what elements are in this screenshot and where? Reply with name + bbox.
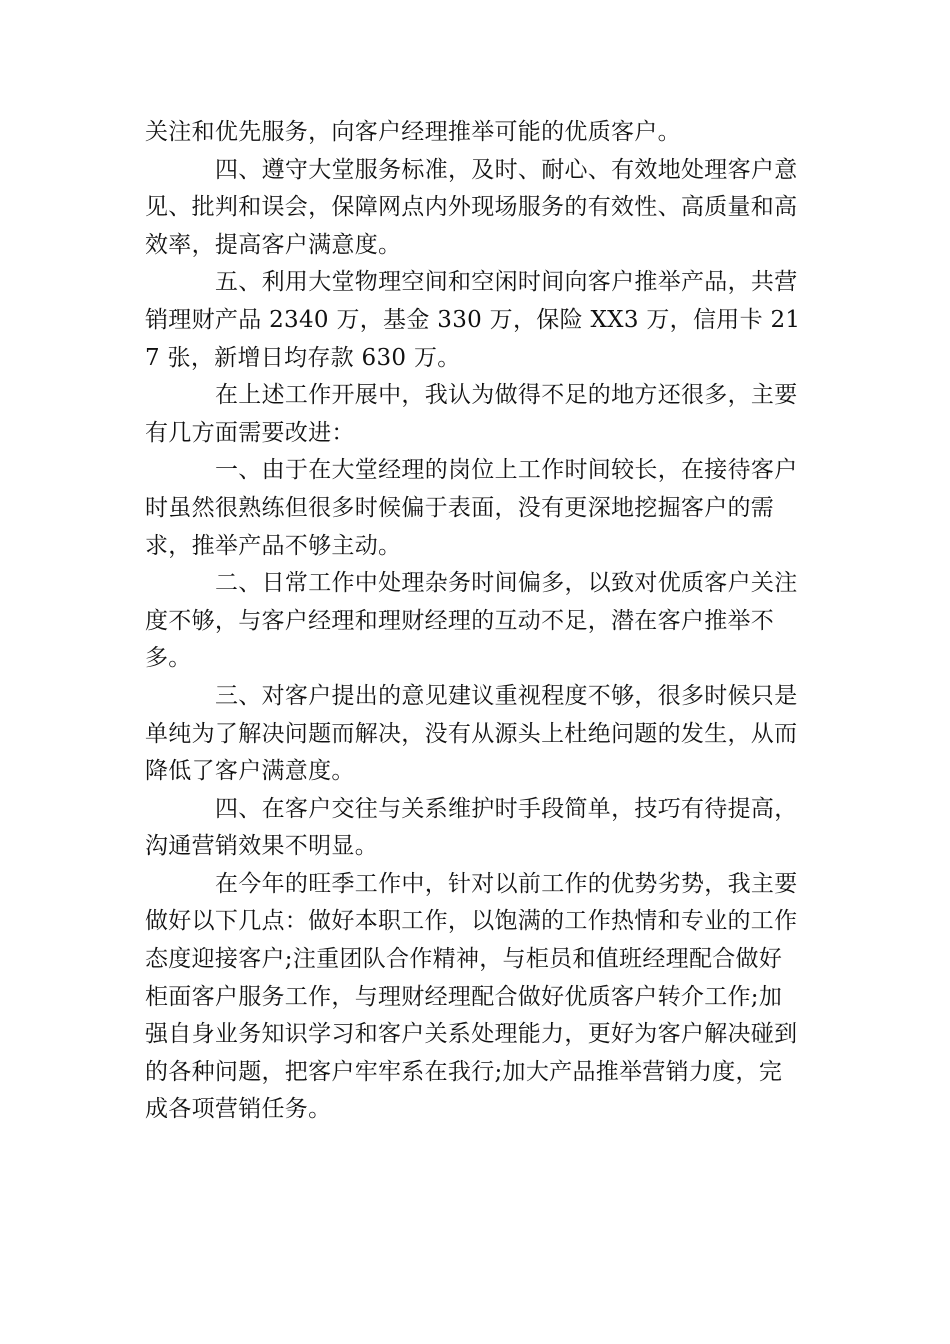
paragraph-9: 在今年的旺季工作中，针对以前工作的优势劣势，我主要做好以下几点：做好本职工作，以饱满的工作热情和专业的工作态度迎接客户;注重团队合作精神，与柜员和值班经理配合做好柜面客户服务工作，与理财经理配合做好优质客户转介工作;加强自身业务知识学习和客户关系处理能力，更好为客户解决碰到的各种问题，把客户牢牢系在我行;加大产品推举营销力度，完成各项营销任务。 [145,870,798,1123]
paragraph-7: 三、对客户提出的意见建议重视程度不够，很多时候只是单纯为了解决问题而解决，没有从源头上杜绝问题的发生，从而降低了客户满意度。 [145,682,798,785]
paragraph-3: 五、利用大堂物理空间和空闲时间向客户推举产品，共营销理财产品 2340 万，基金 330 万，保险 XX3 万，信用卡 217 张，新增日均存款 630 万。 [145,269,801,371]
paragraph-1: 关注和优先服务，向客户经理推举可能的优质客户。 [145,119,681,145]
document-body [145,114,805,1129]
paragraph-5: 一、由于在大堂经理的岗位上工作时间较长，在接待客户时虽然很熟练但很多时候偏于表面，没有更深地挖掘客户的需求，推举产品不够主动。 [145,457,798,559]
paragraph-2: 四、遵守大堂服务标准，及时、耐心、有效地处理客户意见、批判和误会，保障网点内外现场服务的有效性、高质量和高效率，提高客户满意度。 [145,156,798,258]
paragraph-8: 四、在客户交往与关系维护时手段简单，技巧有待提高，沟通营销效果不明显。 [145,795,798,860]
paragraph-4: 在上述工作开展中，我认为做得不足的地方还很多，主要有几方面需要改进： [145,382,798,446]
paragraph-6: 二、日常工作中处理杂务时间偏多，以致对优质客户关注度不够，与客户经理和理财经理的互动不足，潜在客户推举不多。 [145,570,798,672]
